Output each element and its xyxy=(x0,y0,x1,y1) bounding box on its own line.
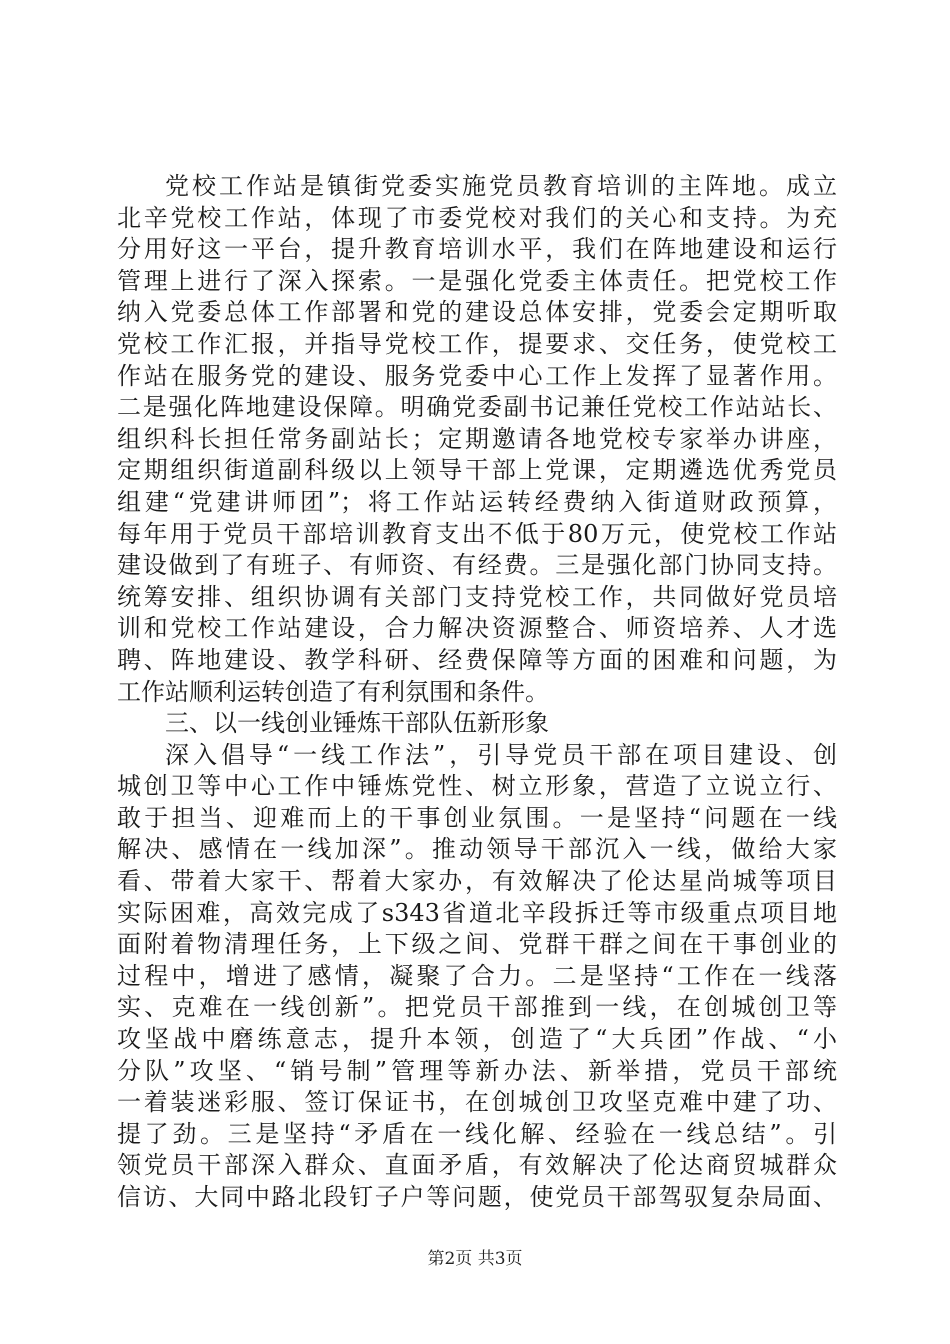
paragraph-line: 纳入党委总体工作部署和党的建设总体安排，党委会定期听取 xyxy=(117,298,837,327)
paragraph-line: 面附着物清理任务，上下级之间、党群干群之间在干事创业的 xyxy=(117,930,837,959)
paragraph-line: 党校工作站是镇街党委实施党员教育培训的主阵地。成立 xyxy=(165,172,837,200)
paragraph-line: 工作站顺利运转创造了有利氛围和条件。 xyxy=(117,677,549,706)
paragraph-line: 实际困难，高效完成了s343省道北辛段拆迁等市级重点项目地 xyxy=(117,898,837,927)
document-body xyxy=(117,171,837,1214)
paragraph-line: 二是强化阵地建设保障。明确党委副书记兼任党校工作站站长、 xyxy=(117,393,837,422)
paragraph-line: 建设做到了有班子、有师资、有经费。三是强化部门协同支持。 xyxy=(117,551,837,580)
paragraph-line: 敢于担当、迎难而上的干事创业氛围。一是坚持“问题在一线 xyxy=(117,803,837,832)
paragraph-line: 管理上进行了深入探索。一是强化党委主体责任。把党校工作 xyxy=(117,266,837,295)
paragraph-line: 过程中，增进了感情，凝聚了合力。二是坚持“工作在一线落 xyxy=(117,961,837,990)
paragraph-line: 组建“党建讲师团”；将工作站运转经费纳入街道财政预算， xyxy=(117,487,837,516)
paragraph-line: 分用好这一平台，提升教育培训水平，我们在阵地建设和运行 xyxy=(117,235,837,264)
paragraph-line: 北辛党校工作站，体现了市委党校对我们的关心和支持。为充 xyxy=(117,203,837,232)
paragraph-line: 实、克难在一线创新”。把党员干部推到一线，在创城创卫等 xyxy=(117,993,837,1022)
paragraph-line: 一着装迷彩服、签订保证书，在创城创卫攻坚克难中建了功、 xyxy=(117,1088,837,1117)
page-number: 第2页 共3页 xyxy=(427,1249,523,1269)
paragraph-line: 领党员干部深入群众、直面矛盾，有效解决了伦达商贸城群众 xyxy=(117,1151,837,1180)
paragraph-line: 每年用于党员干部培训教育支出不低于80万元，使党校工作站 xyxy=(117,519,837,548)
section-heading: 三、以一线创业锤炼干部队伍新形象 xyxy=(165,709,549,738)
paragraph-line: 组织科长担任常务副站长；定期邀请各地党校专家举办讲座， xyxy=(117,424,837,453)
paragraph-line: 解决、感情在一线加深”。推动领导干部沉入一线，做给大家 xyxy=(117,835,837,864)
paragraph-line: 分队”攻坚、“销号制”管理等新办法、新举措，党员干部统 xyxy=(117,1056,837,1085)
paragraph-line: 定期组织街道副科级以上领导干部上党课，定期遴选优秀党员 xyxy=(117,456,837,485)
paragraph-line: 提了劲。三是坚持“矛盾在一线化解、经验在一线总结”。引 xyxy=(117,1119,837,1148)
paragraph-line: 聘、阵地建设、教学科研、经费保障等方面的困难和问题，为 xyxy=(117,645,837,674)
paragraph-line: 作站在服务党的建设、服务党委中心工作上发挥了显著作用。 xyxy=(117,361,837,390)
paragraph-line: 攻坚战中磨练意志，提升本领，创造了“大兵团”作战、“小 xyxy=(117,1025,837,1054)
paragraph-line: 看、带着大家干、帮着大家办，有效解决了伦达星尚城等项目 xyxy=(117,867,837,896)
paragraph-line: 训和党校工作站建设，合力解决资源整合、师资培养、人才选 xyxy=(117,614,837,643)
paragraph-line: 统筹安排、组织协调有关部门支持党校工作，共同做好党员培 xyxy=(117,582,837,611)
paragraph-line: 信访、大同中路北段钉子户等问题，使党员干部驾驭复杂局面、 xyxy=(117,1183,837,1211)
paragraph-line: 深入倡导“一线工作法”，引导党员干部在项目建设、创 xyxy=(165,740,837,769)
paragraph-line: 城创卫等中心工作中锤炼党性、树立形象，营造了立说立行、 xyxy=(117,772,837,801)
paragraph-line: 党校工作汇报，并指导党校工作，提要求、交任务，使党校工 xyxy=(117,329,837,358)
